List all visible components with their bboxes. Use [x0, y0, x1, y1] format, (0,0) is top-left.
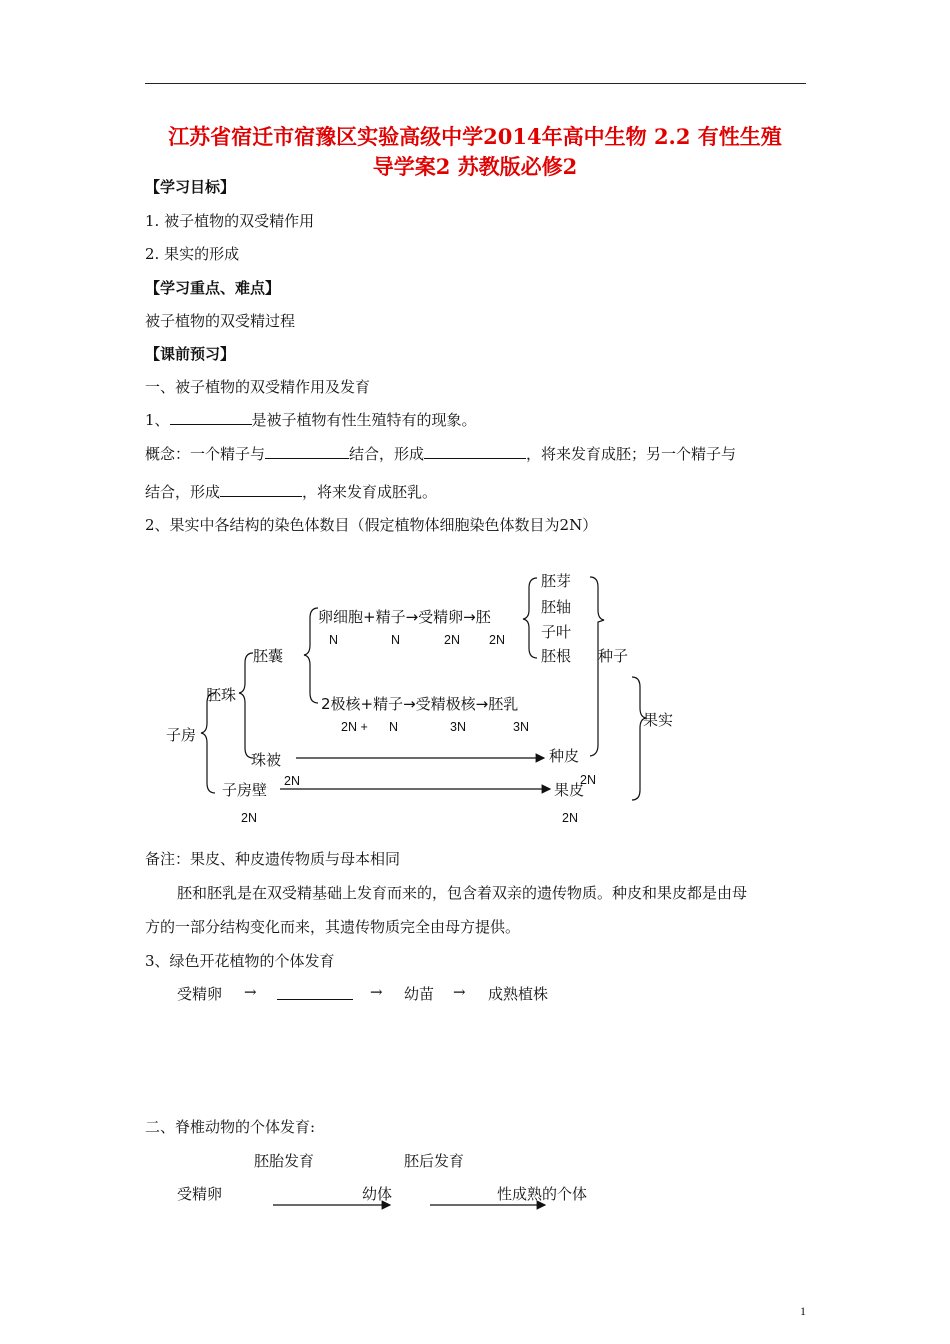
n-ovary-wall: 2N [241, 811, 257, 825]
blank-4[interactable] [220, 481, 302, 497]
part2-juvenile: 幼体 [362, 1185, 393, 1203]
embryo-brace [523, 578, 537, 658]
part2-heading: 二、脊椎动物的个体发育: [145, 1118, 316, 1136]
blank-3[interactable] [424, 443, 526, 459]
label-embryo-sac: 胚囊 [253, 647, 284, 665]
blank-1[interactable] [170, 409, 252, 425]
row1-process: 卵细胞+精子→受精卵→胚 [318, 608, 491, 626]
seed-brace [590, 577, 604, 756]
title-line-1: 江苏省宿迁市宿豫区实验高级中学2014年高中生物 2.2 有性生殖 [168, 124, 782, 149]
row1-n-sperm: N [391, 633, 401, 647]
item-3-arrow-1: → [244, 983, 257, 1001]
goals-heading: 【学习目标】 [145, 178, 236, 196]
concept-text-b: 结合，形成 [349, 445, 425, 463]
row2-process: 2极核+精子→受精极核→胚乳 [321, 695, 519, 713]
part2-mature: 性成熟的个体 [497, 1185, 588, 1203]
blank-2[interactable] [265, 443, 349, 459]
row2-n-sperm: N [389, 720, 399, 734]
item-3-fertilized-egg: 受精卵 [177, 985, 223, 1003]
item-3-seedling: 幼苗 [404, 985, 435, 1003]
label-cotyledon: 子叶 [541, 623, 572, 641]
item-1 [145, 409, 477, 430]
item-3-arrow-3: → [453, 983, 466, 1001]
row1-n-egg: N [329, 633, 339, 647]
key-text: 被子植物的双受精过程 [145, 312, 296, 330]
note: 备注：果皮、种皮遗传物质与母本相同 [145, 850, 401, 868]
item-1-text: 是被子植物有性生殖特有的现象。 [251, 411, 477, 429]
concept-text-a: 概念：一个精子与 [145, 445, 266, 463]
label-integument: 珠被 [251, 751, 282, 769]
paragraph-line-2: 方的一部分结构变化而来，其遗传物质完全由母方提供。 [145, 918, 521, 936]
label-ovule: 胚珠 [206, 686, 237, 704]
label-radicle: 胚根 [541, 647, 572, 665]
n-pericarp: 2N [562, 811, 578, 825]
label-seed-coat: 种皮 [549, 747, 580, 765]
item-2: 2、果实中各结构的染色体数目（假定植物体细胞染色体数目为2N） [145, 516, 598, 534]
row2-n-polar: 2N + [341, 720, 368, 734]
part2-fertilized-egg: 受精卵 [177, 1185, 223, 1203]
ovary-brace [201, 693, 215, 793]
goal-2: 2. 果实的形成 [145, 245, 240, 263]
embryo-sac-brace [304, 608, 318, 703]
ovule-brace [239, 653, 253, 758]
item-1-number: 1、 [145, 411, 170, 429]
title-line-2: 导学案2 苏教版必修2 [372, 154, 578, 179]
label-hypocotyl: 胚轴 [541, 598, 572, 616]
key-heading: 【学习重点、难点】 [145, 279, 281, 297]
row1-n-zygote: 2N [444, 633, 460, 647]
label-plumule: 胚芽 [541, 572, 572, 590]
blank-5[interactable] [277, 983, 353, 1000]
label-pericarp: 果皮 [554, 781, 585, 799]
row2-n-endosperm: 3N [513, 720, 529, 734]
paragraph-line-1: 胚和胚乳是在双受精基础上发育而来的，包含着双亲的遗传物质。种皮和果皮都是由母 [177, 884, 748, 902]
item-3-mature-plant: 成熟植株 [488, 985, 549, 1003]
concept-text-e: ，将来发育成胚乳。 [302, 483, 438, 501]
row2-n-polar-nucleus: 3N [450, 720, 466, 734]
concept-line-2 [145, 481, 437, 502]
label-ovary: 子房 [166, 726, 197, 744]
label-ovary-wall: 子房壁 [222, 781, 268, 799]
header-rule [145, 83, 806, 84]
item-3-arrow-2: → [370, 983, 383, 1001]
page-number: 1 [800, 1304, 806, 1318]
part2-postembryonic: 胚后发育 [404, 1152, 465, 1170]
label-seed: 种子 [598, 647, 629, 665]
row1-n-embryo: 2N [489, 633, 505, 647]
preview-heading: 【课前预习】 [145, 345, 236, 363]
part2-embryonic: 胚胎发育 [254, 1152, 315, 1170]
goal-1: 1. 被子植物的双受精作用 [145, 212, 315, 230]
item-3-heading: 3、绿色开花植物的个体发育 [145, 952, 335, 970]
concept-text-d: 结合，形成 [145, 483, 221, 501]
n-integument: 2N [284, 774, 300, 788]
label-fruit: 果实 [643, 711, 674, 729]
concept-text-c: ，将来发育成胚；另一个精子与 [526, 445, 737, 463]
n-seed-coat: 2N [580, 773, 596, 787]
concept-line-1 [145, 443, 736, 464]
fruit-brace [632, 677, 646, 800]
part1-heading: 一、被子植物的双受精作用及发育 [145, 378, 371, 396]
